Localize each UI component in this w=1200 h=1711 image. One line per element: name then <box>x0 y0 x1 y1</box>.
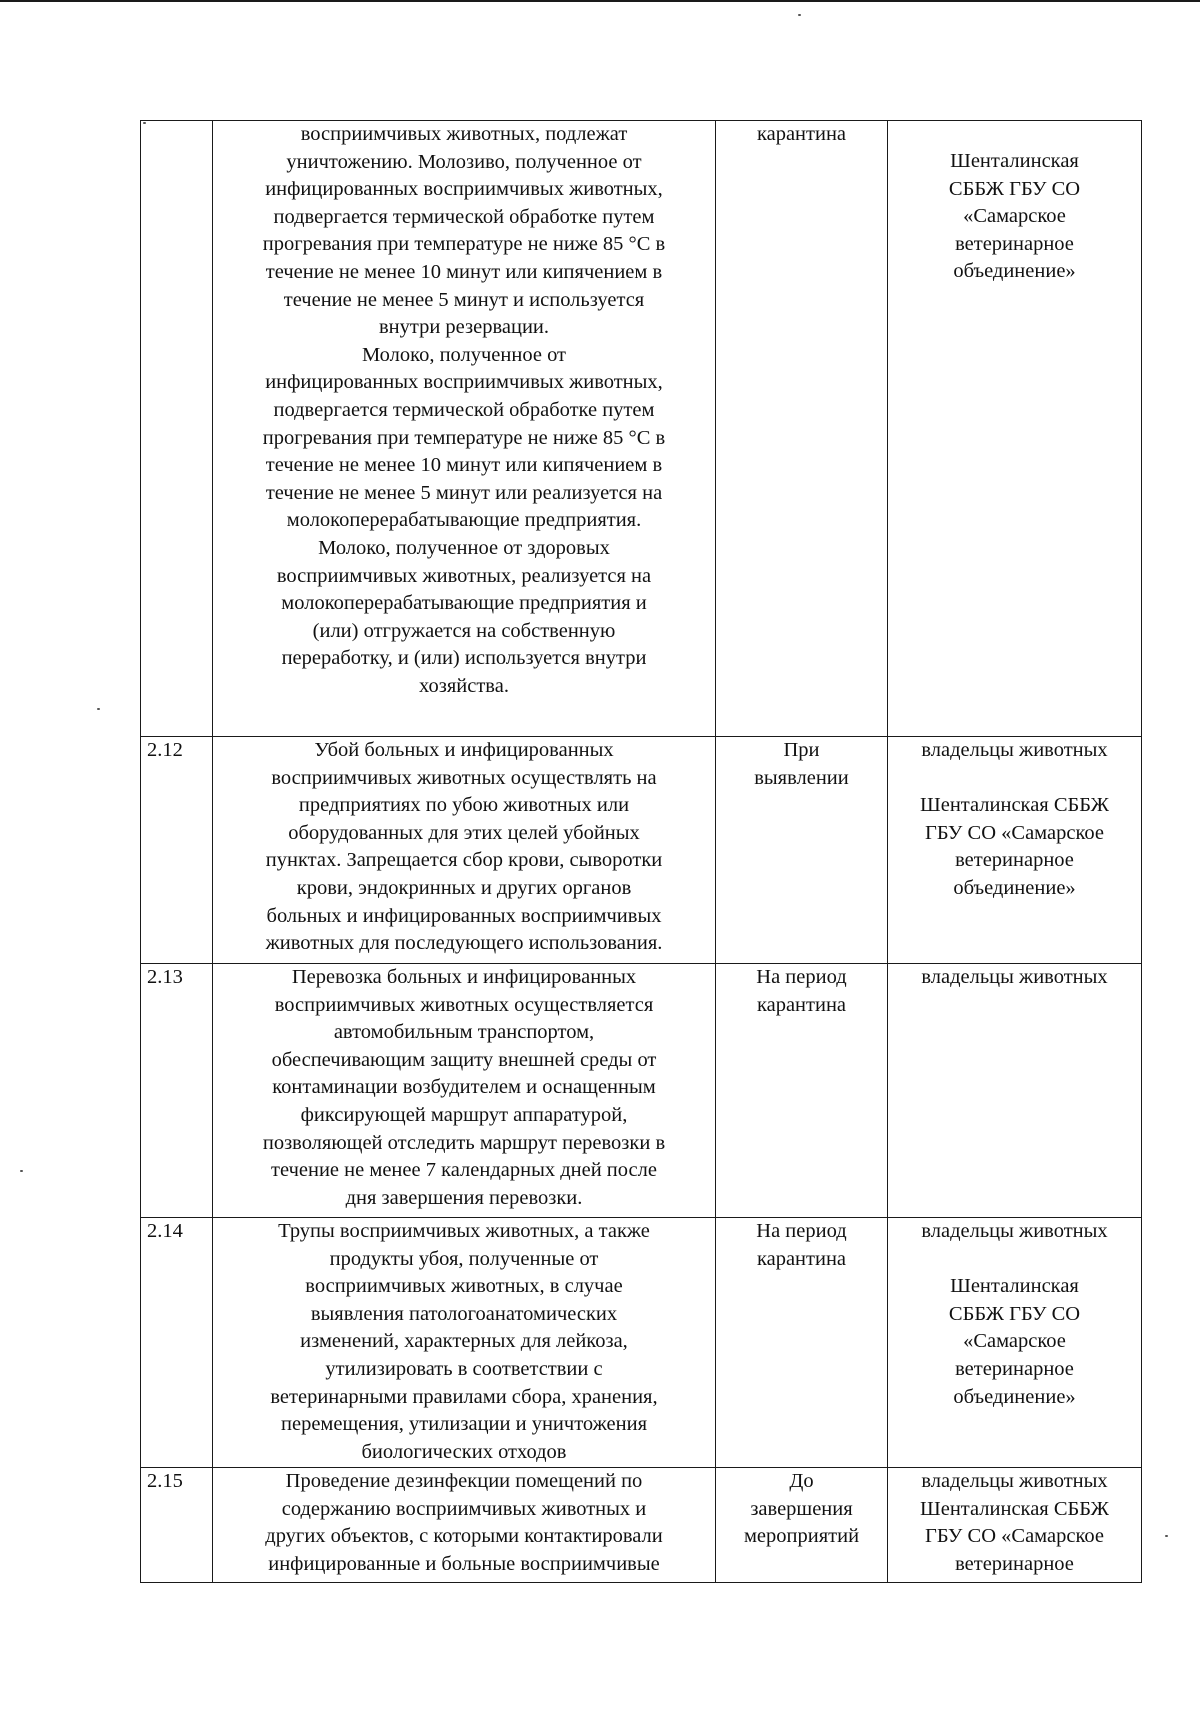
measure-responsible: владельцы животных Шенталинская СББЖ ГБУ СО «Самарское ветеринарное объединение» <box>888 1218 1142 1468</box>
measure-term: На период карантина <box>716 1218 888 1468</box>
measure-description: Проведение дезинфекции помещений по содержанию восприимчивых животных и других объектов, с которыми контактировали инфицированные и больные восприимчивые <box>213 1468 716 1583</box>
scan-speck <box>1165 1535 1168 1537</box>
table-row <box>141 1218 1142 1468</box>
measure-responsible: Шенталинская СББЖ ГБУ СО «Самарское ветеринарное объединение» <box>888 121 1142 737</box>
measure-responsible: владельцы животных Шенталинская СББЖ ГБУ СО «Самарское ветеринарное <box>888 1468 1142 1583</box>
table-row <box>141 1468 1142 1583</box>
table-row <box>141 737 1142 964</box>
table-row <box>141 121 1142 737</box>
measure-description: Трупы восприимчивых животных, а также продукты убоя, полученные от восприимчивых животных, в случае выявления патологоанатомических изменений, характерных для лейкоза, утилизировать в соответствии с ветеринарными правилами сбора, хранения, перемещения, утилизации и уничтожения биологических отходов <box>213 1218 716 1468</box>
row-number: 2.14 <box>141 1218 213 1468</box>
measure-description: Убой больных и инфицированных восприимчивых животных осуществлять на предприятиях по убою животных или оборудованных для этих целей убойных пунктах. Запрещается сбор крови, сыворотки крови, эндокринных и других органов больных и инфицированных восприимчивых животных для последующего использования. <box>213 737 716 964</box>
measure-term: На период карантина <box>716 964 888 1218</box>
measure-description: Перевозка больных и инфицированных восприимчивых животных осуществляется автомобильным транспортом, обеспечивающим защиту внешней среды от контаминации возбудителем и оснащенным фиксирующей маршрут аппаратурой, позволяющей отследить маршрут перевозки в течение не менее 7 календарных дней после дня завершения перевозки. <box>213 964 716 1218</box>
row-number: 2.13 <box>141 964 213 1218</box>
table-row <box>141 964 1142 1218</box>
measure-term: При выявлении <box>716 737 888 964</box>
measure-responsible: владельцы животных Шенталинская СББЖ ГБУ СО «Самарское ветеринарное объединение» <box>888 737 1142 964</box>
scan-speck <box>20 1170 23 1172</box>
measure-term: карантина <box>716 121 888 737</box>
measure-responsible: владельцы животных <box>888 964 1142 1218</box>
row-number: 2.15 <box>141 1468 213 1583</box>
scan-speck <box>798 14 801 16</box>
scan-speck <box>97 708 100 710</box>
measure-term: До завершения мероприятий <box>716 1468 888 1583</box>
scan-top-edge <box>0 0 1200 2</box>
row-number <box>141 121 213 737</box>
row-number: 2.12 <box>141 737 213 964</box>
measure-description: восприимчивых животных, подлежат уничтожению. Молозиво, полученное от инфицированных восприимчивых животных, подвергается термической обработке путем прогревания при температуре не ниже 85 °С в течение не менее 10 минут или кипячением в течение не менее 5 минут и используется внутри резервации. Молоко, полученное от инфицированных восприимчивых животных, подвергается термической обработке путем прогревания при температуре не ниже 85 °С в течение не менее 10 минут или кипячением в течение не менее 5 минут или реализуется на молокоперерабатывающие предприятия. Молоко, полученное от здоровых восприимчивых животных, реализуется на молокоперерабатывающие предприятия и (или) отгружается на собственную переработку, и (или) используется внутри хозяйства. <box>213 121 716 737</box>
measures-table <box>140 120 1142 1583</box>
